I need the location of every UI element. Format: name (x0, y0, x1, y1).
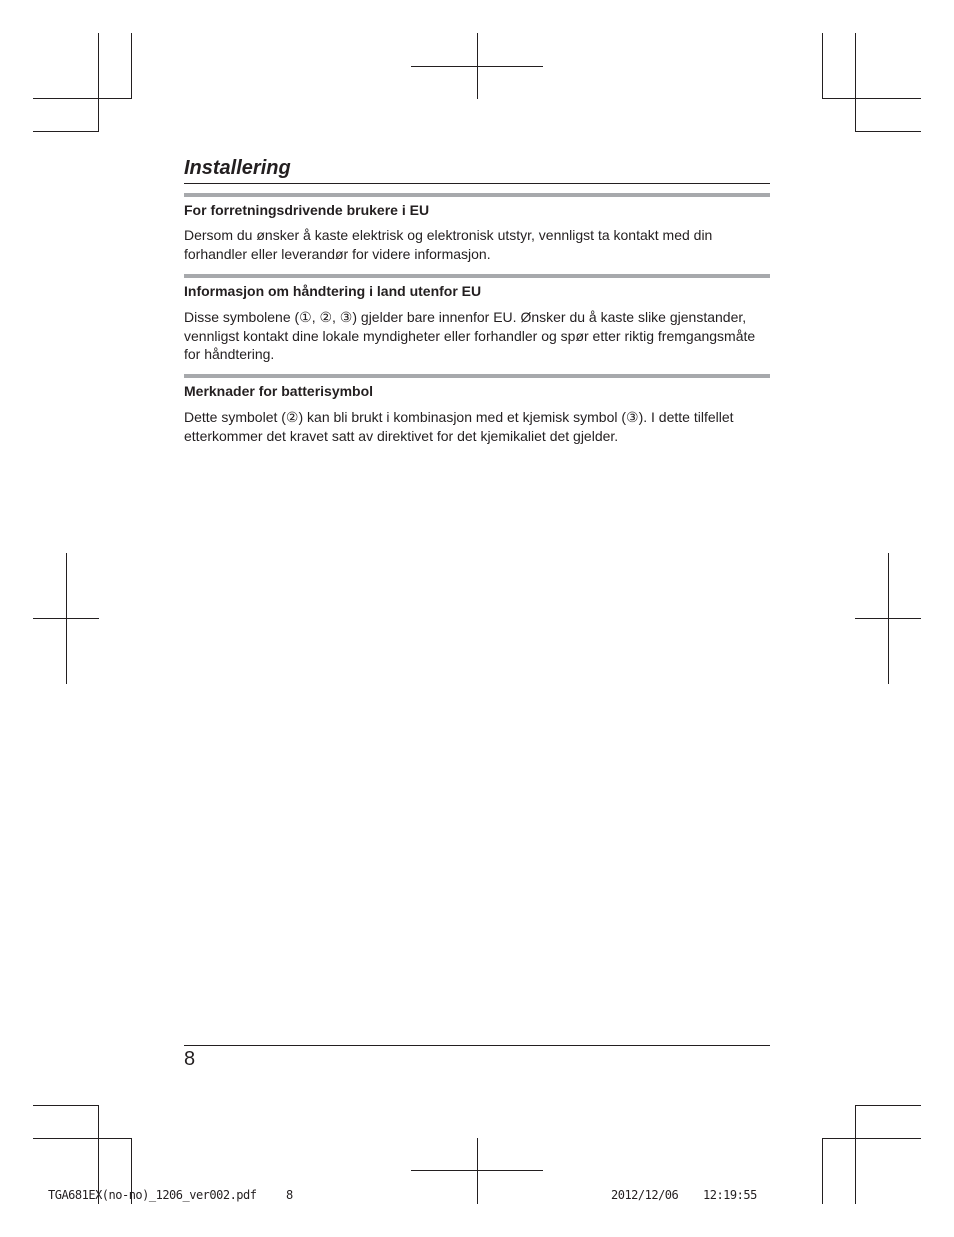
crop-mark (855, 1105, 921, 1106)
section-body: Disse symbolene (①, ②, ③) gjelder bare innenfor EU. Ønsker du å kaste slike gjenstander, vennligst kontakt dine lokale myndigheter eller forhandler og spør etter riktig fremgangsmåte for håndtering. (184, 309, 756, 362)
section-body: Dette symbolet (②) kan bli brukt i kombinasjon med et kjemisk symbol (③). I dette tilfellet etterkommer det kravet satt av direktivet for det kjemikaliet det gjelder. (184, 409, 734, 444)
crop-mark (33, 1138, 131, 1139)
section-body: Dersom du ønsker å kaste elektrisk og elektronisk utstyr, vennligst ta kontakt med din forhandler eller leverandør for videre informasjon. (184, 227, 713, 262)
print-page-number: 8 (286, 1188, 293, 1202)
section-rule (184, 274, 770, 278)
registration-mark (66, 553, 67, 684)
footer-rule (184, 1045, 770, 1046)
registration-mark (477, 33, 478, 99)
crop-mark (822, 1138, 921, 1139)
registration-mark (888, 553, 889, 684)
crop-mark (855, 33, 856, 131)
crop-mark (822, 33, 823, 99)
crop-mark (855, 131, 921, 132)
crop-mark (822, 1138, 823, 1204)
print-time: 12:19:55 (703, 1188, 757, 1202)
section-heading: For forretningsdrivende brukere i EU (184, 202, 430, 218)
section-rule (184, 374, 770, 378)
crop-mark (33, 131, 99, 132)
page-number: 8 (184, 1048, 196, 1070)
section-rule (184, 193, 770, 197)
section-heading: Informasjon om håndtering i land utenfor EU (184, 283, 482, 299)
print-date: 2012/12/06 (611, 1188, 679, 1202)
crop-mark (33, 1105, 99, 1106)
crop-mark (33, 98, 131, 99)
crop-mark (98, 33, 99, 131)
registration-mark (477, 1138, 478, 1204)
crop-mark (822, 98, 921, 99)
print-file-name: TGA681EX(no-no)_1206_ver002.pdf (48, 1188, 257, 1202)
section-heading: Merknader for batterisymbol (184, 383, 374, 399)
crop-mark (855, 1105, 856, 1204)
title-rule (184, 183, 770, 184)
crop-mark (131, 33, 132, 99)
page-title: Installering (184, 157, 291, 179)
